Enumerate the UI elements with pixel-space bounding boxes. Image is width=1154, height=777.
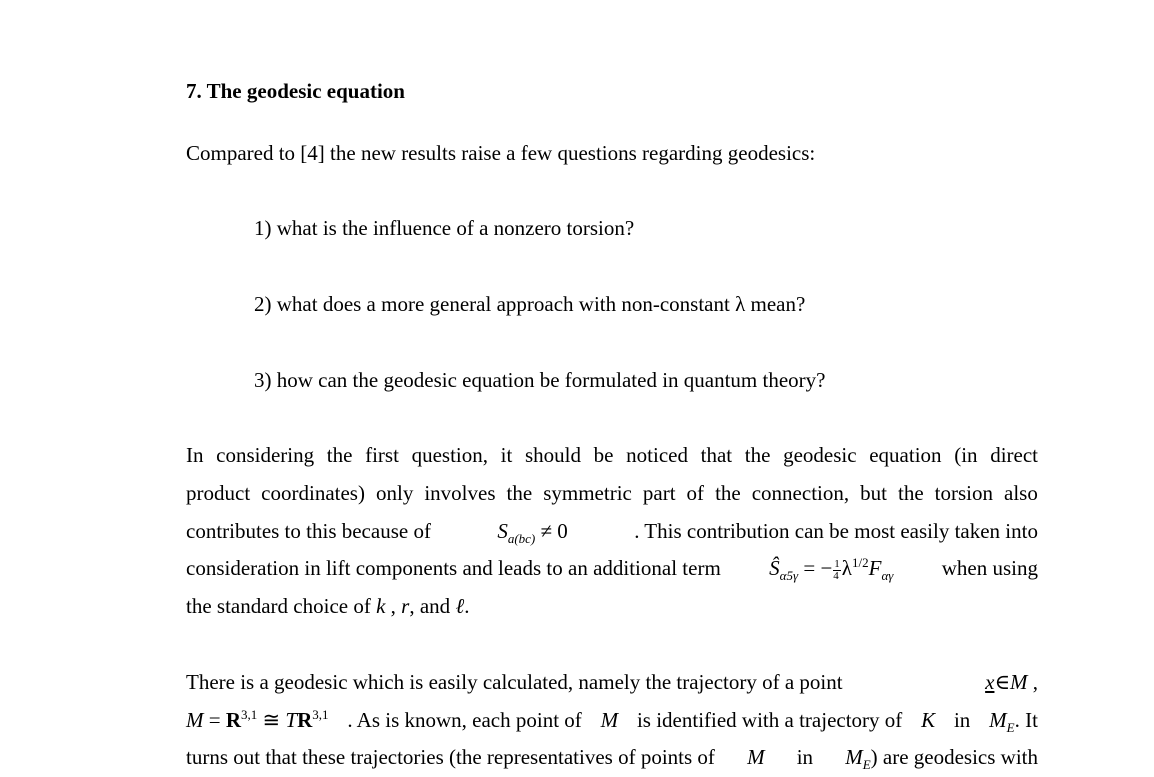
paragraph1-line5: the standard choice of k , r, and ℓ. [186,594,470,618]
math-symbol: M [989,708,1007,732]
word: also [1004,481,1038,505]
math-symbol: S [497,519,508,543]
paragraph1-line2 [186,480,1038,506]
math-symbol: M [845,745,863,769]
word: equation [869,443,942,467]
intro-sentence: Compared to [4] the new results raise a few questions regarding geodesics: [186,141,816,165]
word: (in [954,443,978,467]
word: question, [411,443,489,467]
math-symbol: K [921,708,936,732]
word: considering [216,443,315,467]
text-segment: in [953,708,971,732]
fraction-denominator: 4 [833,569,839,582]
word: In [186,443,204,467]
math-symbol: k [376,594,386,618]
math-relation: = − [803,556,833,580]
text-segment: . This contribution can be most easily taken into [634,519,1038,543]
text-segment: consideration in lift components and leads to an additional term [186,556,721,580]
word: the [506,481,533,505]
paragraph2-line3 [186,744,1038,773]
question-1: 1) what is the influence of a nonzero torsion? [254,216,635,240]
math-symbol: Ŝ [769,556,780,580]
math-symbol: T [285,708,298,732]
math-symbol: R [225,708,242,732]
paragraph1-line1 [186,442,1038,468]
inline-math-space [186,707,328,733]
word: only [375,481,414,505]
inline-math-torsion [497,518,568,547]
word: the [715,481,741,505]
word: of [686,481,705,505]
math-symbol: M [600,708,619,732]
word: that [700,443,733,467]
inline-math-term [769,555,893,582]
math-symbol: λ [841,556,852,580]
math-subscript: E [862,757,871,773]
word: noticed [626,443,688,467]
question-3: 3) how can the geodesic equation be formulated in quantum theory? [254,368,826,392]
math-relation: ≠ 0 [540,519,568,543]
word: first [365,443,399,467]
question-2: 2) what does a more general approach with non-constant λ mean? [254,292,806,316]
word: but [860,481,887,505]
math-symbol: r [401,594,410,618]
math-symbol: F [868,556,882,580]
word: part [642,481,676,505]
word: involves [424,481,496,505]
math-superscript: 3,1 [241,707,258,722]
text-segment: . [464,594,470,618]
math-symbol: ℓ [455,594,465,618]
math-symbol: M [186,708,204,732]
text-segment: is identified with a trajectory of [636,708,903,732]
word: the [744,443,771,467]
word: direct [990,443,1038,467]
word: torsion [934,481,994,505]
math-relation: ∈ [994,670,1010,694]
math-superscript: 1/2 [851,555,869,570]
fraction-numerator: 1 [834,557,840,570]
text-segment: when using [941,556,1038,580]
text-segment: in [796,745,814,769]
text-segment: , and [409,594,451,618]
word: the [326,443,353,467]
math-superscript: 3,1 [312,707,329,722]
text-segment: ) are geodesics with [870,745,1038,769]
math-relation: = [208,708,221,732]
word: the [898,481,924,505]
math-relation: ≅ [262,708,281,732]
math-subscript: α5γ [779,568,799,584]
text-segment: the standard choice of [186,594,371,618]
paragraph2-line1 [186,669,1038,695]
inline-math-ME [989,707,1038,736]
paragraph2-line2 [186,707,1038,736]
word: connection, [751,481,850,505]
inline-math-point [985,669,1038,695]
math-subscript: αγ [881,568,894,584]
math-symbol: M [747,745,765,769]
paragraph1-line4 [186,555,1038,582]
section-heading: 7. The geodesic equation [186,79,405,103]
word: be [593,443,614,467]
inline-math-ME [845,744,1038,773]
text-segment: turns out that these trajectories (the representatives of points of [186,745,715,769]
paragraph1-line3 [186,518,1038,547]
math-symbol: x [985,670,995,694]
text-segment: . It [1014,708,1038,732]
word: symmetric [543,481,632,505]
word: geodesic [783,443,857,467]
text-segment: . As is known, each point of [347,708,582,732]
word: it [500,443,513,467]
math-symbol: M [1010,670,1028,694]
math-subscript: a(bc) [507,531,536,547]
word: coordinates) [261,481,365,505]
text-segment: , [1032,670,1038,694]
word: product [186,481,251,505]
fraction [833,559,841,582]
text-segment: contributes to this because of [186,519,431,543]
math-symbol: R [297,708,313,732]
word: should [525,443,582,467]
text-segment: There is a geodesic which is easily calculated, namely the trajectory of a point [186,670,843,694]
math-subscript: E [1006,720,1015,736]
